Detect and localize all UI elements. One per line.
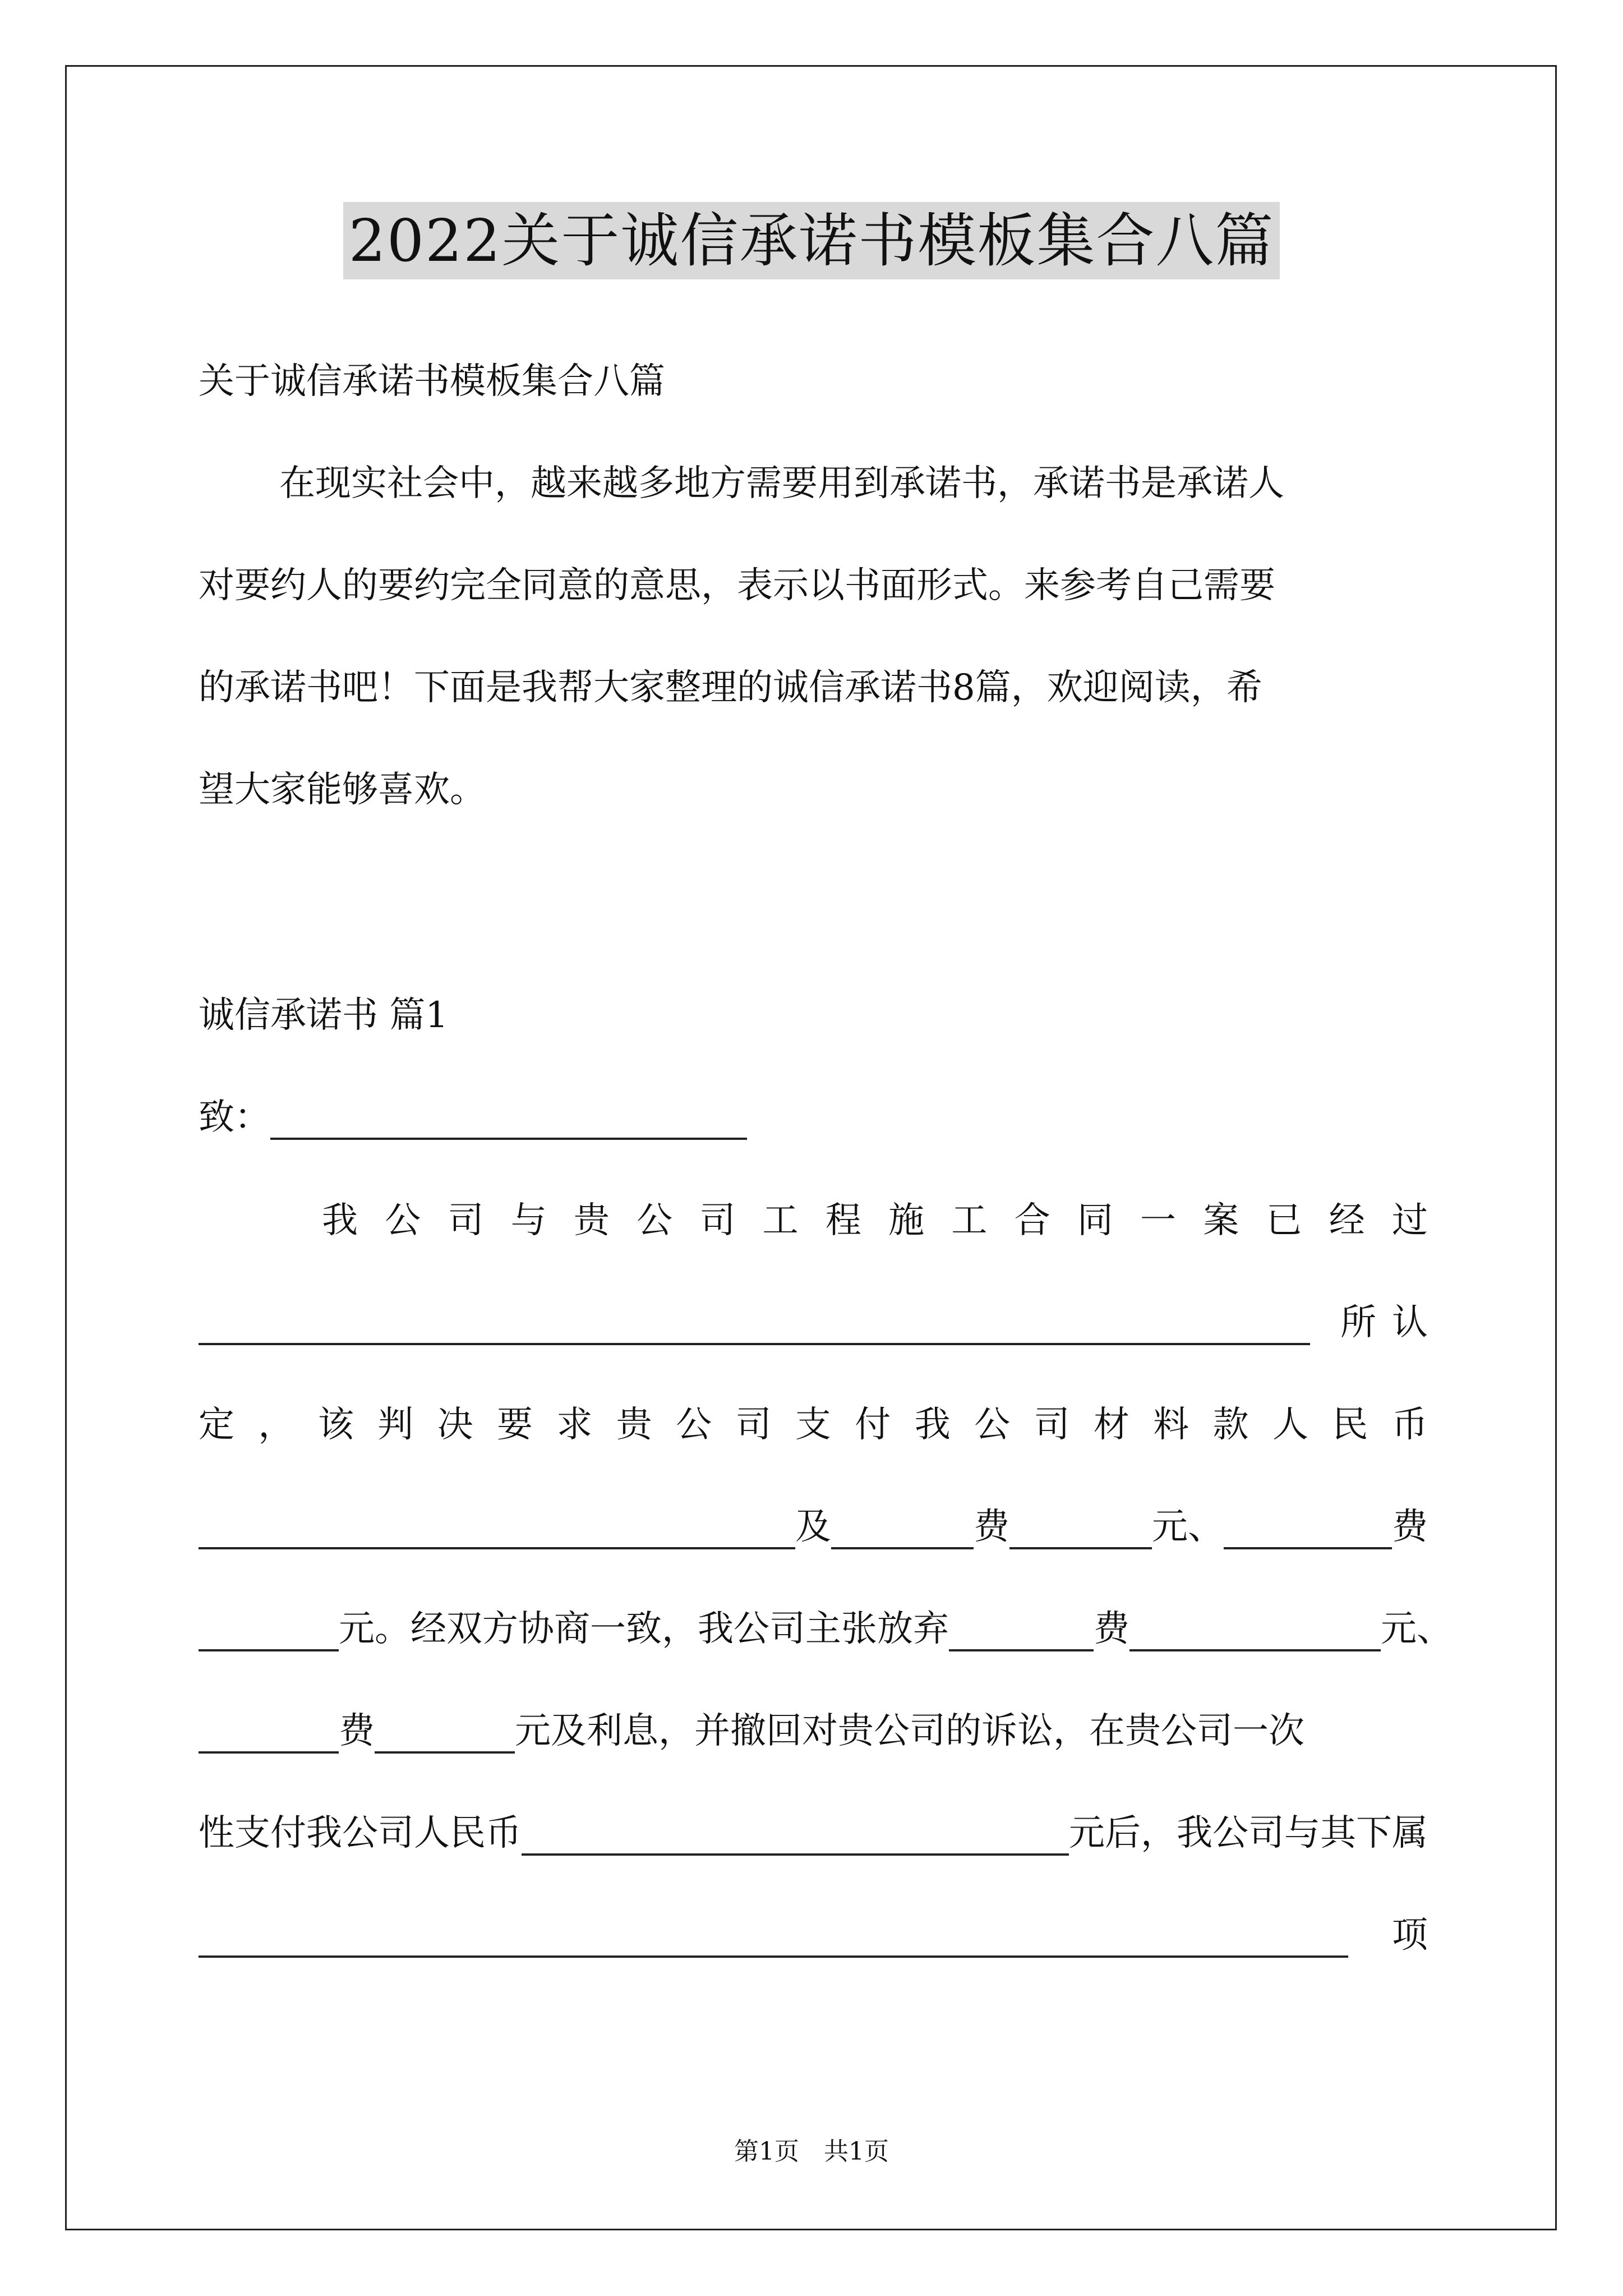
blank-field <box>949 1620 1094 1651</box>
blank-field <box>1224 1518 1392 1549</box>
intro-line-4: 望大家能够喜欢。 <box>199 769 486 811</box>
body-char: 与 <box>510 1200 547 1241</box>
body-char: 司 <box>699 1200 736 1241</box>
body-char: 料 <box>1153 1404 1189 1446</box>
body-text: 元。经双方协商一致，我公司主张放弃 <box>339 1608 949 1650</box>
body-char: 工 <box>951 1200 988 1241</box>
body-char: 司 <box>448 1200 484 1241</box>
body-char: 定 <box>199 1404 234 1446</box>
body-line-5 <box>199 1607 1453 1651</box>
body-char: 公 <box>974 1404 1011 1446</box>
body-line-4 <box>199 1504 1428 1549</box>
body-char: 该 <box>317 1404 354 1446</box>
body-char: 我 <box>914 1404 951 1446</box>
body-char: 认 <box>1392 1302 1428 1343</box>
body-char: 求 <box>556 1404 593 1446</box>
body-text: 元及利息，并撤回对贵公司的诉讼，在贵公司一次 <box>515 1710 1304 1752</box>
blank-field <box>199 1926 1348 1958</box>
body-char: 司 <box>1034 1404 1070 1446</box>
body-char: 公 <box>637 1200 673 1241</box>
blank-field <box>1009 1518 1152 1549</box>
blank-field <box>199 1722 339 1754</box>
body-char: 案 <box>1203 1200 1239 1241</box>
body-char: 经 <box>1329 1200 1365 1241</box>
body-line-1 <box>322 1198 1428 1243</box>
blank-field <box>199 1518 795 1549</box>
intro-line-2: 对要约人的要约完全同意的意思，表示以书面形式。来参考自己需要 <box>199 565 1275 606</box>
body-text: 元后，我公司与其下属 <box>1069 1812 1428 1854</box>
body-char: 程 <box>825 1200 861 1241</box>
body-text: 性支付我公司人民币 <box>199 1812 522 1854</box>
addressee-line <box>199 1095 747 1140</box>
body-text: 项 <box>1392 1915 1428 1956</box>
body-char: 贵 <box>573 1200 610 1241</box>
body-char: 施 <box>888 1200 925 1241</box>
body-char: 支 <box>795 1404 831 1446</box>
body-char: 付 <box>855 1404 891 1446</box>
intro-line-3: 的承诺书吧！下面是我帮大家整理的诚信承诺书8篇，欢迎阅读，希 <box>199 667 1262 708</box>
body-char: 款 <box>1212 1404 1249 1446</box>
body-line-7 <box>199 1811 1428 1856</box>
body-char: 一 <box>1140 1200 1177 1241</box>
body-char: 所 <box>1340 1302 1376 1343</box>
body-char: 材 <box>1093 1404 1129 1446</box>
body-char: 公 <box>385 1200 421 1241</box>
body-text: 元、 <box>1152 1506 1224 1548</box>
body-char: 司 <box>735 1404 772 1446</box>
page-footer: 第1页 共1页 <box>734 2137 889 2166</box>
body-line-3 <box>199 1402 1428 1447</box>
blank-field <box>522 1824 1069 1856</box>
body-char: 民 <box>1332 1404 1368 1446</box>
body-char: 工 <box>762 1200 799 1241</box>
body-line-6 <box>199 1709 1428 1754</box>
body-char: 决 <box>437 1404 473 1446</box>
body-text: 费 <box>974 1506 1009 1548</box>
blank-field <box>199 1314 1310 1345</box>
body-char: 币 <box>1391 1404 1428 1446</box>
body-char: 过 <box>1391 1200 1428 1241</box>
addressee-blank <box>270 1108 747 1140</box>
document-title: 2022关于诚信承诺书模板集合八篇 <box>343 202 1280 279</box>
blank-field <box>1129 1620 1381 1651</box>
body-char: 人 <box>1272 1404 1309 1446</box>
body-char: 判 <box>377 1404 414 1446</box>
body-char: 要 <box>496 1404 533 1446</box>
body-char: 我 <box>322 1200 358 1241</box>
body-char: 同 <box>1077 1200 1113 1241</box>
body-char: ， <box>258 1404 294 1446</box>
body-char: 已 <box>1266 1200 1302 1241</box>
body-char: 贵 <box>616 1404 652 1446</box>
body-line-2 <box>199 1300 1428 1345</box>
document-subtitle: 关于诚信承诺书模板集合八篇 <box>199 361 665 402</box>
body-text: 费 <box>1392 1506 1428 1548</box>
blank-field <box>831 1518 974 1549</box>
intro-line-1: 在现实社会中，越来越多地方需要用到承诺书，承诺书是承诺人 <box>279 463 1284 504</box>
body-line-8 <box>199 1913 1428 1958</box>
body-text: 费 <box>339 1710 375 1752</box>
body-text: 及 <box>795 1506 831 1548</box>
blank-field <box>375 1722 515 1754</box>
body-char: 公 <box>676 1404 712 1446</box>
body-text: 元、 <box>1381 1608 1453 1650</box>
body-line-2-tail <box>1340 1300 1428 1345</box>
blank-field <box>199 1620 339 1651</box>
section-heading: 诚信承诺书 篇1 <box>199 995 449 1036</box>
addressee-label: 致： <box>199 1097 270 1138</box>
title-container <box>0 202 1623 279</box>
body-char: 合 <box>1014 1200 1050 1241</box>
body-text: 费 <box>1094 1608 1129 1650</box>
